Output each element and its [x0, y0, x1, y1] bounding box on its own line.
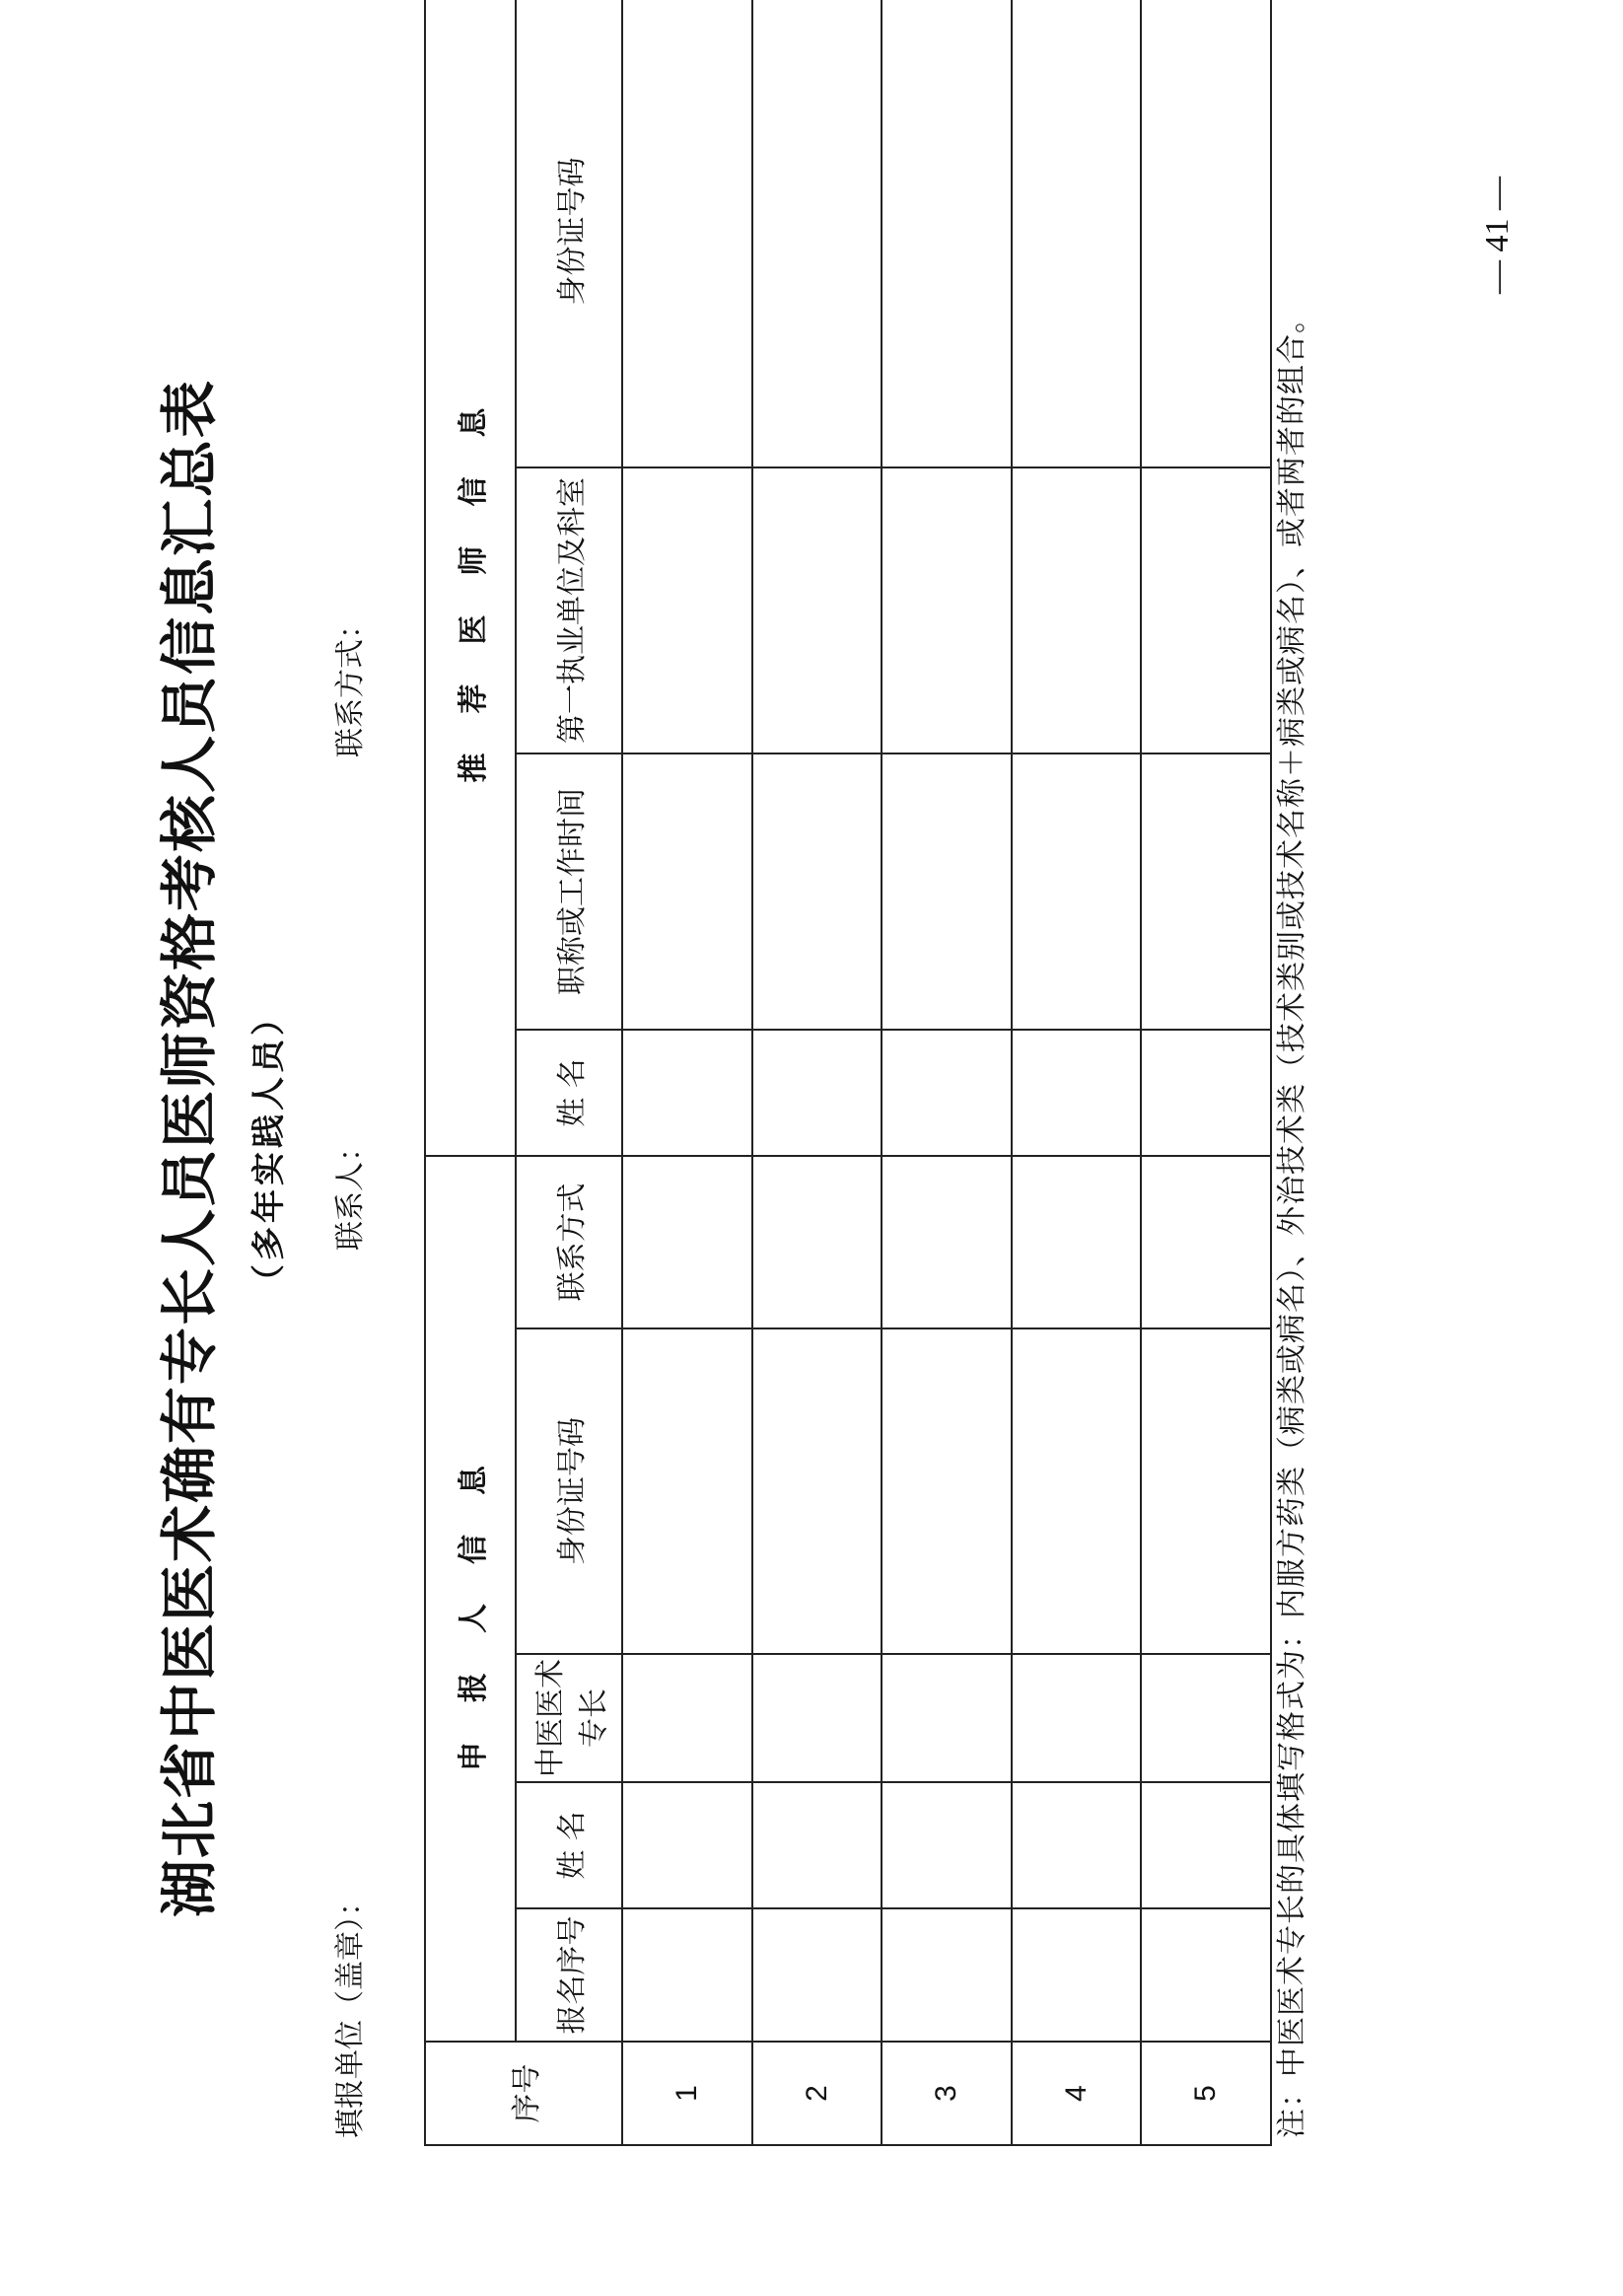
contact-method-label: 联系方式：	[333, 610, 368, 757]
col-header-applicant-name: 姓 名	[516, 1782, 623, 1908]
footnote: 注：中医医术专长的具体填写格式为：内服方药类（病类或病名）、外治技术类（技术类别或技术名称＋病类或病名）、或者两者的组合。	[1275, 303, 1309, 2138]
col-header-applicant-contact: 联系方式	[516, 1156, 623, 1328]
column-header-row	[516, 0, 623, 2145]
fill-unit-label: 填报单位（盖章）：	[333, 1887, 368, 2138]
table-row	[882, 0, 1012, 2145]
table-row	[622, 0, 752, 2145]
group-header-row	[425, 0, 516, 2145]
col-header-unit-dept: 第一执业单位及科室	[516, 467, 623, 753]
page-number: — 41 —	[1479, 177, 1516, 294]
summary-table	[424, 0, 1272, 2146]
col-header-recommender-name: 姓 名	[516, 1030, 623, 1156]
table-row	[1012, 0, 1142, 2145]
table-row	[1141, 0, 1271, 2145]
col-header-specialty: 中医医术专长	[516, 1654, 623, 1782]
applicant-group-header: 申报人信息	[425, 1156, 516, 2042]
table-row	[752, 0, 882, 2145]
row-number: 2	[752, 2042, 882, 2145]
col-header-reg-no: 报名序号	[516, 1908, 623, 2042]
page-title: 湖北省中医医术确有专长人员医师资格考核人员信息汇总表	[156, 379, 223, 1918]
col-header-title-or-time: 职称或工作时间	[516, 753, 623, 1030]
col-header-recommender-id: 身份证号码	[516, 0, 623, 467]
row-number: 4	[1012, 2042, 1142, 2145]
row-number: 1	[622, 2042, 752, 2145]
seq-header	[425, 2042, 622, 2145]
row-number: 3	[882, 2042, 1012, 2145]
seq-header-label: 序号	[510, 2063, 545, 2123]
col-header-applicant-id: 身份证号码	[516, 1328, 623, 1654]
contact-person-label: 联系人：	[333, 1132, 368, 1251]
page-subtitle: （多年实践人员）	[249, 998, 289, 1298]
recommender-group-header: 推荐医师信息	[425, 0, 516, 1156]
row-number: 5	[1141, 2042, 1271, 2145]
